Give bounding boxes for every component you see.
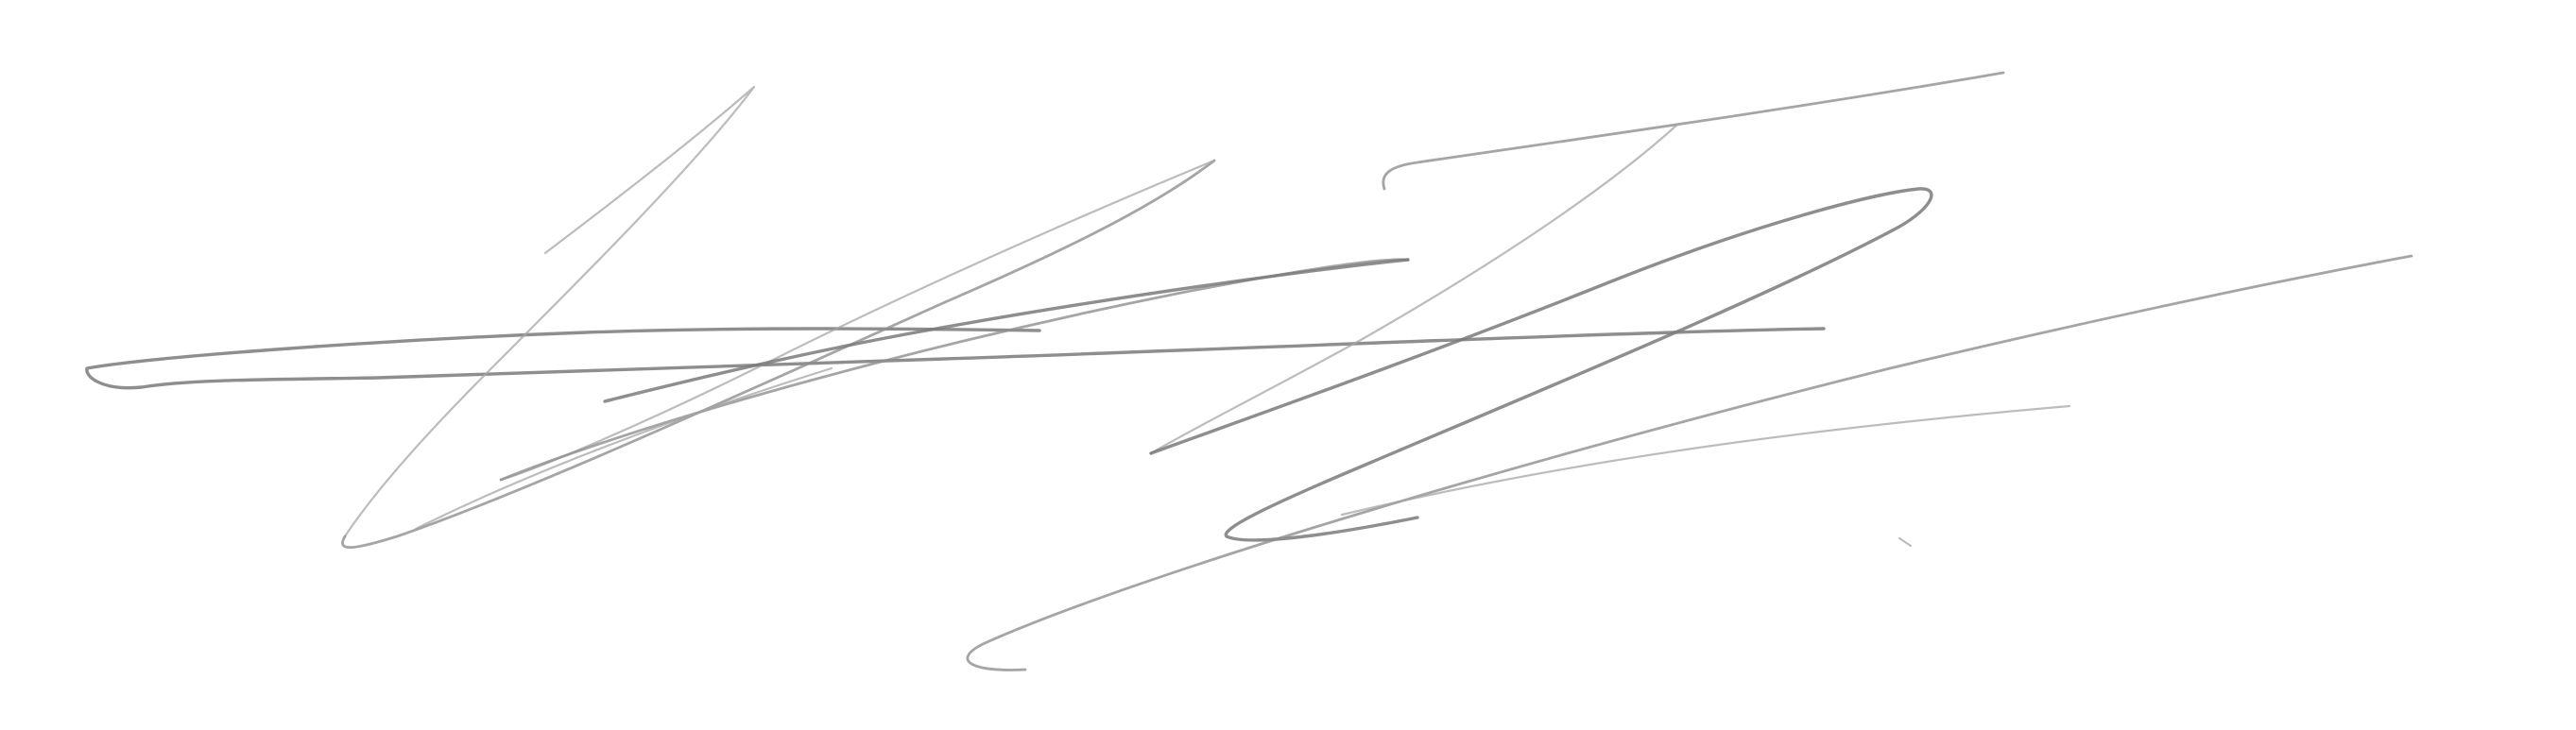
signature-stroke-underline-loop xyxy=(87,329,1824,388)
signature-stroke-right-diagonal-1 xyxy=(1151,125,1677,453)
signature-stroke-return-1 xyxy=(501,161,1214,480)
signature-stroke-faint-tail xyxy=(1342,406,2069,515)
signature-stroke-top-right-line xyxy=(1383,73,2003,189)
signature-stroke-long-sweep xyxy=(968,256,2412,670)
signature-stroke-small-mark xyxy=(1899,538,1911,546)
signature-stroke-right-loop xyxy=(1151,189,1932,540)
